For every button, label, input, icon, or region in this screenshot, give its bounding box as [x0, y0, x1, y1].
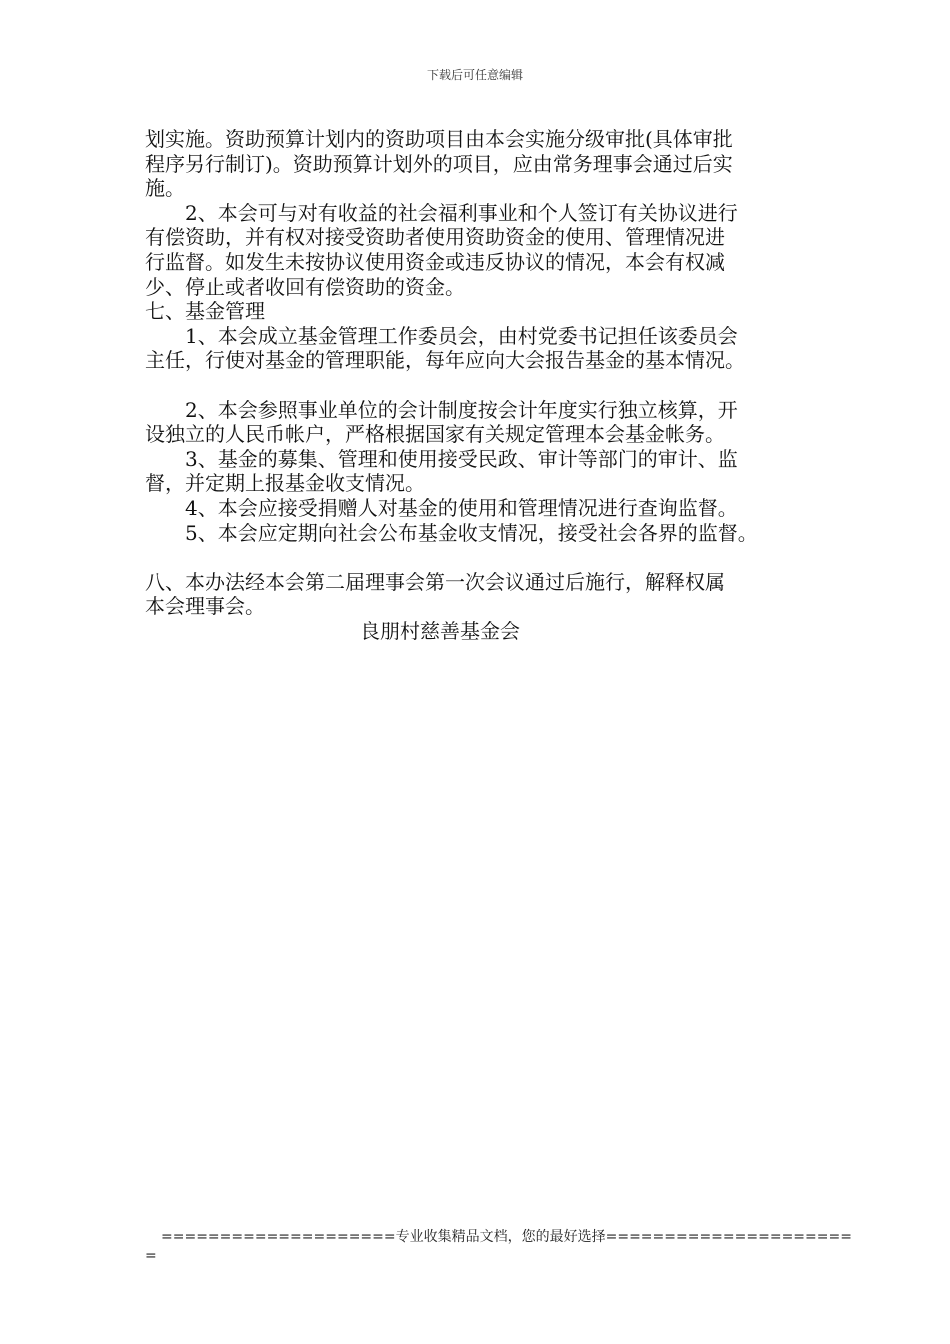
page-footer — [145, 1228, 852, 1266]
section-heading: 七、基金管理 — [145, 299, 265, 324]
body-line: 5、本会应定期向社会公布基金收支情况，接受社会各界的监督。 — [145, 520, 758, 545]
page-header: 下载后可任意编辑 — [426, 68, 523, 82]
footer-line: = — [145, 1248, 157, 1264]
document-body — [145, 127, 835, 643]
footer-line: ====================专业收集精品文档，您的最好选择===================== — [161, 1229, 852, 1245]
body-line: 划实施。资助预算计划内的资助项目由本会实施分级审批(具体审批 — [145, 127, 733, 151]
body-line: 行监督。如发生未按协议使用资金或违反协议的情况，本会有权减 — [145, 249, 725, 274]
section-heading: 八、本办法经本会第二届理事会第一次会议通过后施行，解释权属 — [145, 569, 725, 594]
body-line: 4、本会应接受捐赠人对基金的使用和管理情况进行查询监督。 — [145, 495, 738, 520]
body-line: 本会理事会。 — [145, 594, 265, 619]
body-line: 2、本会可与对有收益的社会福利事业和个人签订有关协议进行 — [145, 200, 738, 225]
body-line: 1、本会成立基金管理工作委员会，由村党委书记担任该委员会 — [145, 323, 738, 348]
blank-line — [145, 373, 835, 398]
body-line: 程序另行制订)。资助预算计划外的项目，应由常务理事会通过后实 — [145, 151, 733, 176]
body-line: 设独立的人民币帐户，严格根据国家有关规定管理本会基金帐务。 — [145, 422, 725, 447]
body-line: 施。 — [145, 176, 185, 201]
body-line: 主任，行使对基金的管理职能，每年应向大会报告基金的基本情况。 — [145, 348, 745, 373]
signature: 良朋村慈善基金会 — [360, 618, 520, 643]
body-line: 3、基金的募集、管理和使用接受民政、审计等部门的审计、监 — [145, 446, 738, 471]
body-line: 有偿资助，并有权对接受资助者使用资助资金的使用、管理情况进 — [145, 225, 725, 250]
body-line: 督，并定期上报基金收支情况。 — [145, 471, 425, 496]
body-line: 少、停止或者收回有偿资助的资金。 — [145, 274, 465, 299]
body-line: 2、本会参照事业单位的会计制度按会计年度实行独立核算，开 — [145, 397, 738, 422]
blank-line — [145, 545, 835, 570]
